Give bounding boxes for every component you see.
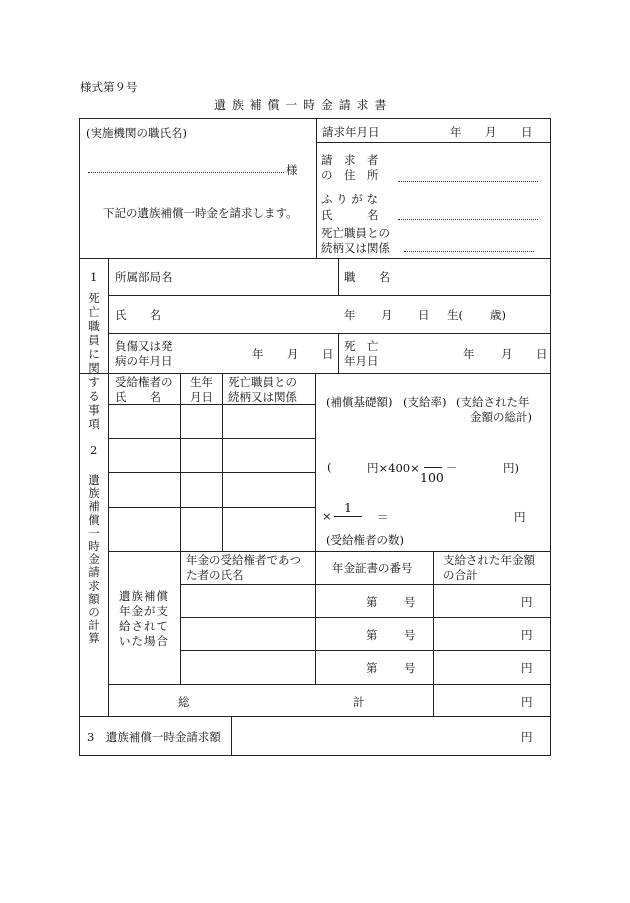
calc-head-2: (支給率) xyxy=(403,395,447,409)
form-number: 様式第９号 xyxy=(80,80,138,94)
agency-label: (実施機関の職氏名) xyxy=(86,126,187,140)
injury-day: 日 xyxy=(322,347,334,361)
pension-col-name-1: 年金の受給権者であつ xyxy=(186,553,301,567)
birth-day: 日 xyxy=(418,308,430,322)
pension-row1-yen: 円 xyxy=(521,595,533,609)
agency-name-field[interactable] xyxy=(88,172,284,173)
pension-col-total-2: の合計 xyxy=(443,568,478,582)
page-title: 遺 族 補 償 一 時 金 請 求 書 xyxy=(214,98,388,112)
injury-year: 年 xyxy=(252,347,264,361)
section1-vertical-label: 死亡職員に関する事項 xyxy=(88,291,100,431)
pension-row3-dai: 第 xyxy=(366,661,378,675)
pension-row1-dai: 第 xyxy=(366,595,378,609)
relation-label-1: 死亡職員との xyxy=(321,226,390,240)
col-relation-2: 続柄又は関係 xyxy=(228,390,297,404)
pension-row1-gou: 号 xyxy=(404,595,416,609)
section2-vertical-label: 遺族補償一時金請求額の計算 xyxy=(88,473,100,646)
request-date-label: 請求年月日 xyxy=(322,125,380,139)
total-kei: 計 xyxy=(353,695,365,709)
birth-month: 月 xyxy=(381,308,393,322)
pension-row3-yen: 円 xyxy=(521,661,533,675)
calc-fraction-bar-1 xyxy=(424,467,442,468)
claimant-label-1: 請 求 者 xyxy=(321,153,379,167)
death-label-2: 年月日 xyxy=(344,354,379,368)
section3-label: 3 遺族補償一時金請求額 xyxy=(87,730,221,744)
calc-denominator: 100 xyxy=(420,470,444,485)
pension-side-2: 年金が支 xyxy=(119,604,169,618)
pension-row2-yen: 円 xyxy=(521,628,533,642)
calc-equals: ＝ xyxy=(377,510,389,524)
pension-row3-gou: 号 xyxy=(404,661,416,675)
pension-row2-dai: 第 xyxy=(366,628,378,642)
relation-field[interactable] xyxy=(404,251,534,252)
col-birth-2: 月日 xyxy=(190,390,213,404)
col-relation-1: 死亡職員との xyxy=(228,375,297,389)
relation-label-2: 続柄又は関係 xyxy=(321,241,390,255)
total-yen: 円 xyxy=(521,695,533,709)
calc-head-1: (補償基礎額) xyxy=(326,395,393,409)
request-date-year: 年 xyxy=(450,125,462,139)
injury-month: 月 xyxy=(287,347,299,361)
death-month: 月 xyxy=(501,347,513,361)
pension-row2-gou: 号 xyxy=(404,628,416,642)
request-date-day: 日 xyxy=(521,125,533,139)
col-recipient-2: 氏 名 xyxy=(115,390,161,404)
injury-label-1: 負傷又は発 xyxy=(115,339,173,353)
claimant-address-field[interactable] xyxy=(398,181,538,182)
pension-side-3: 給されて xyxy=(119,619,169,633)
pension-side-4: いた場合 xyxy=(119,634,169,648)
calc-yen-close: 円) xyxy=(503,461,519,475)
claimant-name-field[interactable] xyxy=(398,219,538,220)
calc-yen: 円 xyxy=(514,510,526,524)
request-date-month: 月 xyxy=(485,125,497,139)
death-year: 年 xyxy=(463,347,475,361)
furigana-label: ふ り が な xyxy=(321,192,378,206)
calc-times: × xyxy=(322,509,332,523)
calc-count-label: (受給権者の数) xyxy=(326,533,404,547)
pension-col-name-2: た者の氏名 xyxy=(186,568,244,582)
section1-number: 1 xyxy=(90,270,98,284)
position-label: 職 名 xyxy=(344,270,390,284)
calc-paren-open: ( xyxy=(327,460,332,474)
sama-label: 様 xyxy=(286,163,298,177)
request-text: 下記の遺族補償一時金を請求します。 xyxy=(103,206,298,220)
birth-age: 歳) xyxy=(490,308,506,322)
birth-sei: 生( xyxy=(447,308,463,322)
death-label-1: 死 亡 xyxy=(344,339,379,353)
claimant-label-2: の 住 所 xyxy=(321,168,379,182)
calc-minus: － xyxy=(446,461,458,475)
death-day: 日 xyxy=(536,347,548,361)
section3-yen: 円 xyxy=(521,730,533,744)
pension-col-total-1: 支給された年金額 xyxy=(443,553,535,567)
calc-head-3: (支給された年 xyxy=(456,395,530,409)
deceased-name-label: 氏 名 xyxy=(115,308,161,322)
calc-numerator: 1 xyxy=(344,500,352,515)
dept-label: 所属部局名 xyxy=(115,270,173,284)
pension-col-cert: 年金証書の番号 xyxy=(332,561,413,575)
injury-label-2: 病の年月日 xyxy=(115,354,173,368)
col-birth-1: 生年 xyxy=(190,375,213,389)
claimant-name-label: 氏 名 xyxy=(321,208,379,222)
total-sou: 総 xyxy=(178,695,190,709)
section2-number: 2 xyxy=(90,443,98,457)
calc-fraction-bar-2 xyxy=(334,516,362,517)
calc-formula: 円×400× xyxy=(367,461,420,475)
birth-year: 年 xyxy=(344,308,356,322)
calc-head-4: 金額の総計) xyxy=(470,410,532,424)
col-recipient-1: 受給権者の xyxy=(115,375,173,389)
pension-side-1: 遺族補償 xyxy=(119,589,169,603)
